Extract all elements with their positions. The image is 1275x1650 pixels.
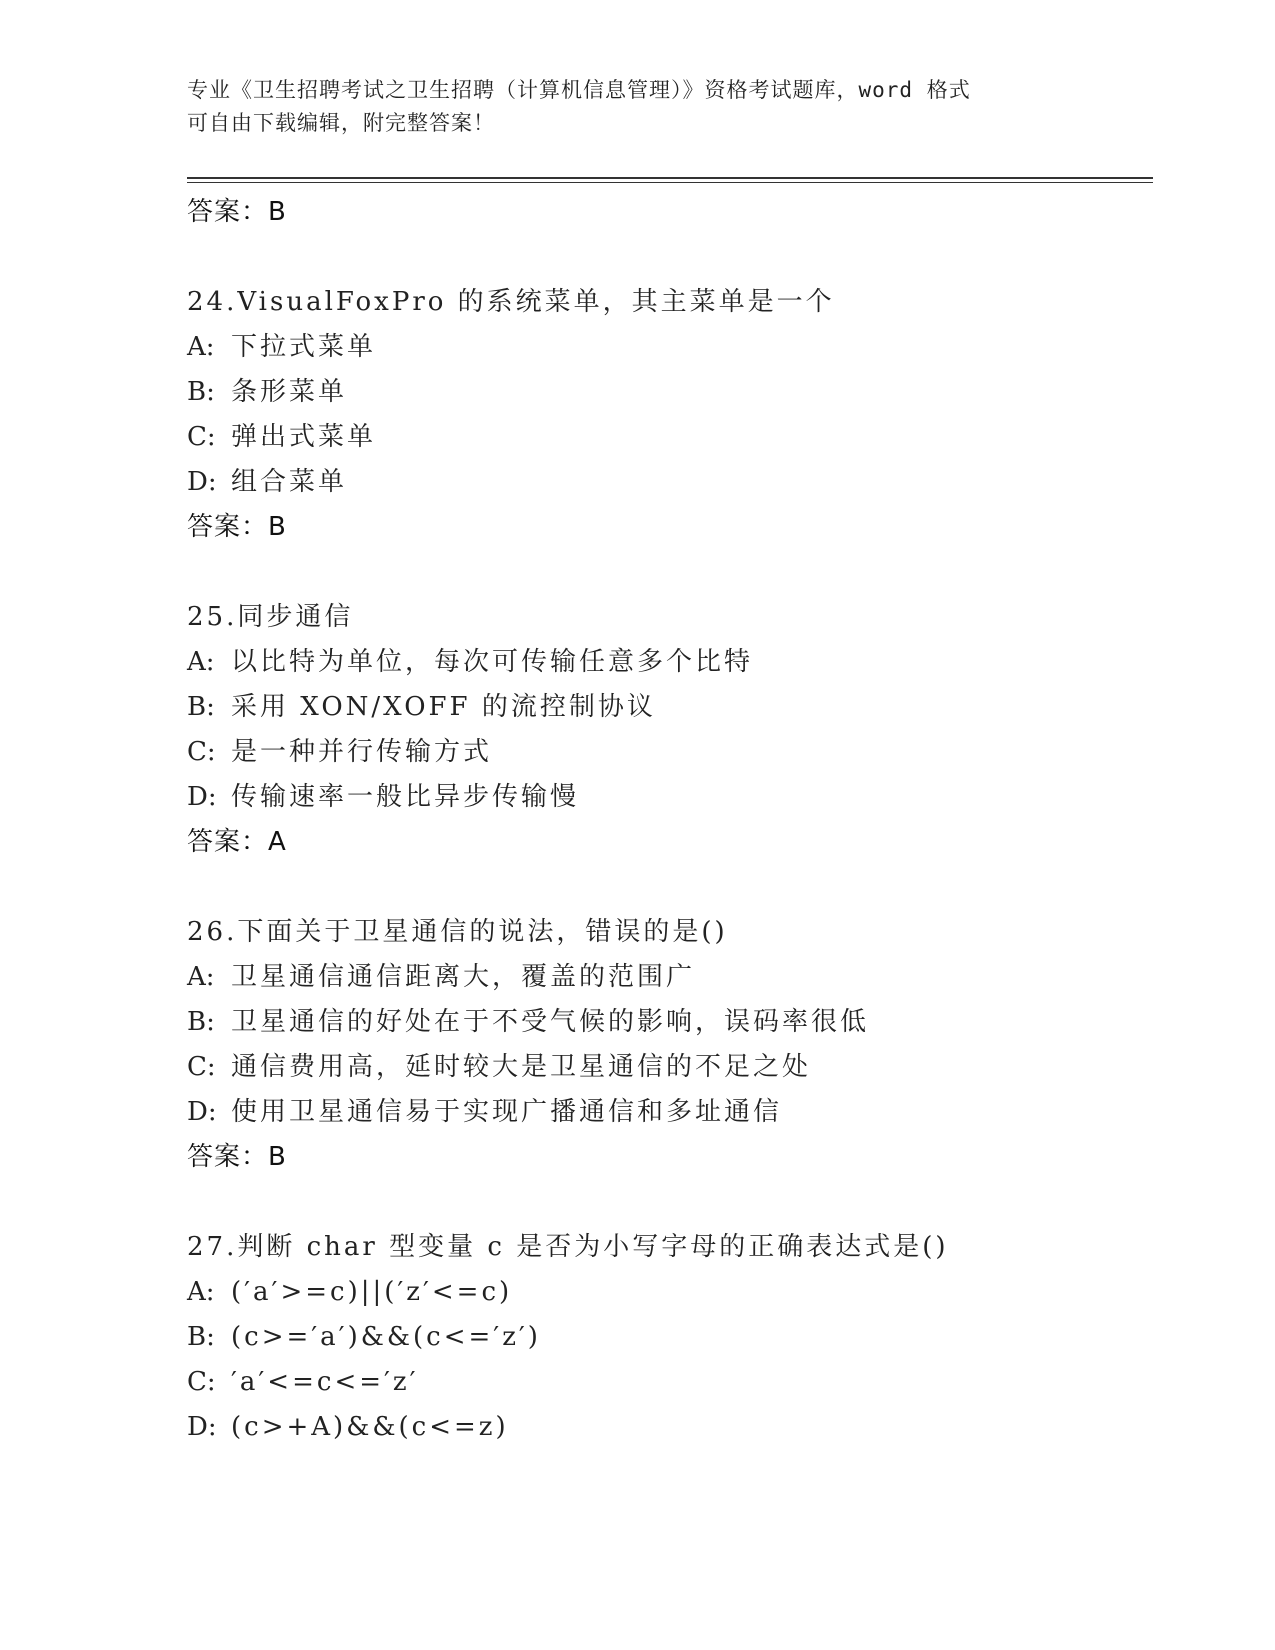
question-24: [187, 280, 1147, 549]
option-text: 是一种并行传输方式: [231, 737, 493, 767]
option-letter: D:: [187, 782, 217, 812]
option-text: 下拉式菜单: [231, 332, 377, 362]
document-header: [187, 74, 1087, 140]
option-letter: D:: [187, 467, 217, 497]
answer-24: 答案：B: [187, 512, 287, 542]
option-b: [187, 1315, 1147, 1360]
option-text: (c>+A)&&(c<=z): [231, 1412, 509, 1442]
option-text: 卫星通信通信距离大，覆盖的范围广: [231, 962, 696, 992]
header-line-1: 专业《卫生招聘考试之卫生招聘（计算机信息管理）》资格考试题库，word 格式: [187, 78, 971, 102]
option-text: 采用 XON/XOFF 的流控制协议: [231, 692, 656, 722]
option-letter: C:: [187, 422, 216, 452]
answer-23: 答案：B: [187, 197, 287, 227]
option-text: (c>=′a′)&&(c<=′z′): [231, 1322, 541, 1352]
option-d: [187, 460, 1147, 505]
option-letter: C:: [187, 1052, 216, 1082]
option-text: 使用卫星通信易于实现广播通信和多址通信: [231, 1097, 783, 1127]
option-letter: A:: [187, 962, 215, 992]
question-stem: 25.同步通信: [187, 602, 354, 632]
header-line-2: 可自由下载编辑，附完整答案！: [187, 111, 495, 135]
option-b: [187, 1000, 1147, 1045]
option-letter: A:: [187, 1277, 215, 1307]
option-text: 传输速率一般比异步传输慢: [231, 782, 580, 812]
option-c: [187, 1045, 1147, 1090]
option-c: [187, 415, 1147, 460]
option-c: [187, 730, 1147, 775]
option-text: 通信费用高，延时较大是卫星通信的不足之处: [231, 1052, 812, 1082]
option-b: [187, 685, 1147, 730]
option-d: [187, 1405, 1147, 1450]
option-text: 卫星通信的好处在于不受气候的影响，误码率很低: [231, 1007, 870, 1037]
option-letter: B:: [187, 377, 215, 407]
header-divider-thin: [187, 182, 1153, 183]
option-a: [187, 1270, 1147, 1315]
answer-25: 答案：A: [187, 827, 287, 857]
question-stem: 27.判断 char 型变量 c 是否为小写字母的正确表达式是(): [187, 1232, 949, 1262]
option-b: [187, 370, 1147, 415]
option-letter: C:: [187, 737, 216, 767]
header-divider-thick: [187, 177, 1153, 179]
option-letter: D:: [187, 1412, 217, 1442]
option-letter: B:: [187, 1322, 215, 1352]
question-25: [187, 595, 1147, 864]
option-text: 弹出式菜单: [231, 422, 377, 452]
option-d: [187, 1090, 1147, 1135]
option-letter: A:: [187, 332, 215, 362]
option-text: 组合菜单: [231, 467, 348, 497]
document-body: [187, 190, 1147, 1450]
option-a: [187, 640, 1147, 685]
option-a: [187, 325, 1147, 370]
option-c: [187, 1360, 1147, 1405]
option-text: ′a′<=c<=′z′: [231, 1367, 419, 1397]
question-stem: 24.VisualFoxPro 的系统菜单，其主菜单是一个: [187, 287, 835, 317]
option-letter: A:: [187, 647, 215, 677]
option-letter: B:: [187, 692, 215, 722]
answer-26: 答案：B: [187, 1142, 287, 1172]
question-27: [187, 1225, 1147, 1450]
option-letter: B:: [187, 1007, 215, 1037]
option-letter: D:: [187, 1097, 217, 1127]
option-text: 条形菜单: [231, 377, 348, 407]
option-letter: C:: [187, 1367, 216, 1397]
option-text: 以比特为单位，每次可传输任意多个比特: [231, 647, 754, 677]
option-a: [187, 955, 1147, 1000]
option-text: (′a′>=c)||(′z′<=c): [231, 1277, 513, 1307]
question-26: [187, 910, 1147, 1179]
question-stem: 26.下面关于卫星通信的说法，错误的是(): [187, 917, 728, 947]
option-d: [187, 775, 1147, 820]
